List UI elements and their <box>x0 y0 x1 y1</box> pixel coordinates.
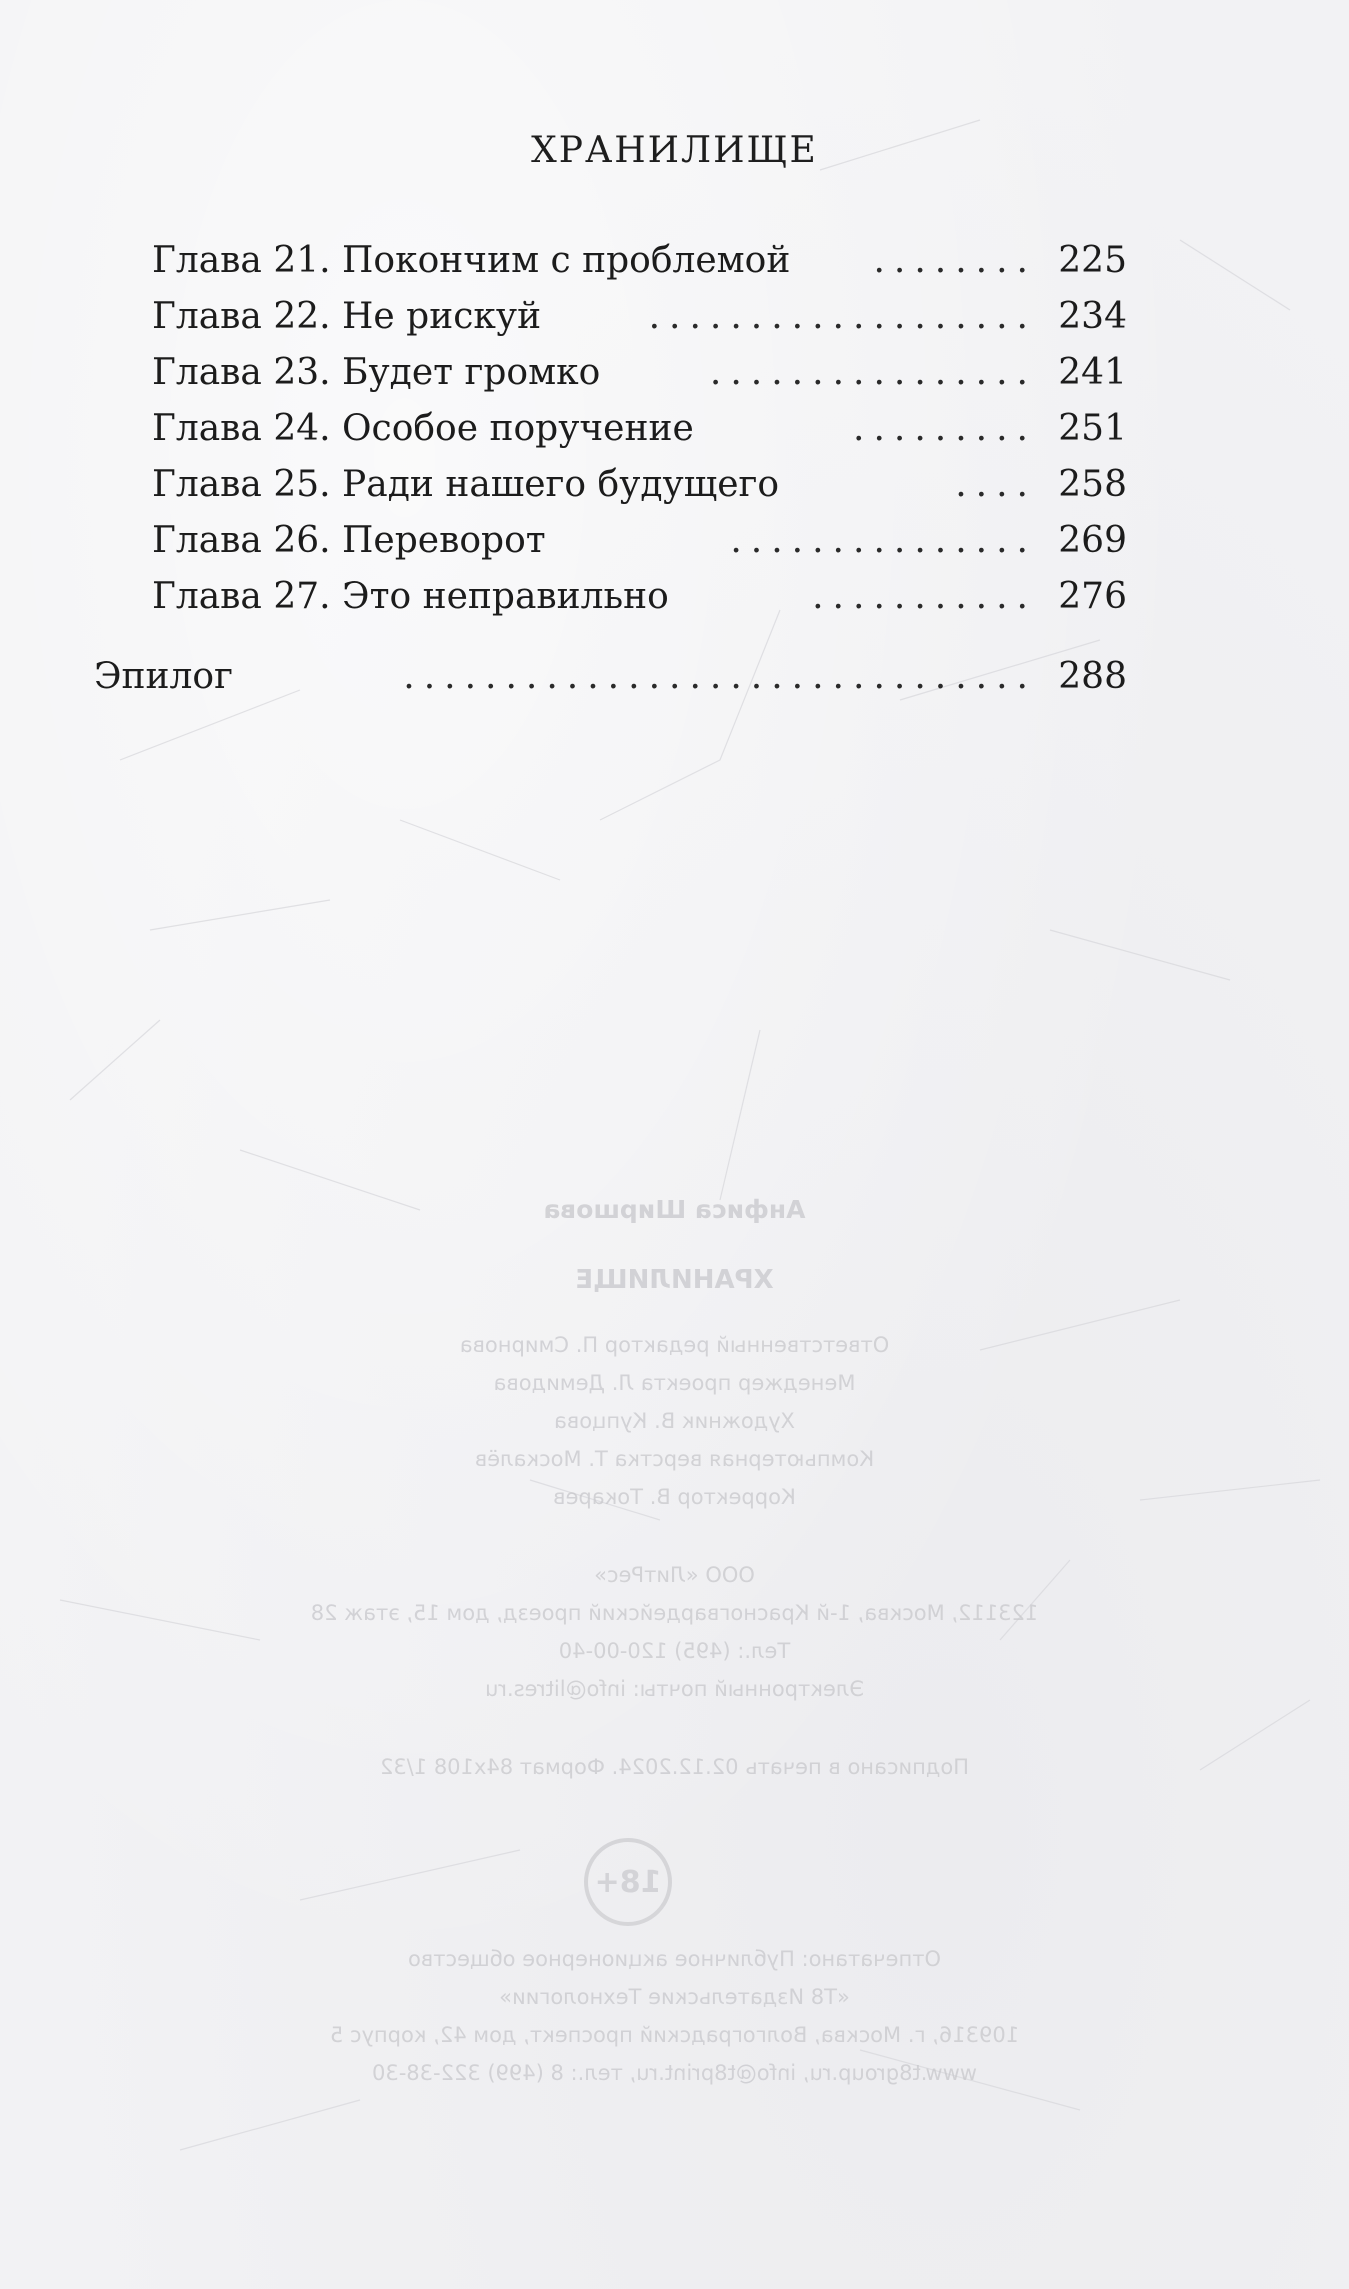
imprint-publisher-line: Тел.: (495) 120-00-40 <box>558 1639 791 1663</box>
toc-entry-page: 251 <box>1058 408 1127 449</box>
page-title: ХРАНИЛИЩЕ <box>531 130 818 171</box>
toc-entry <box>152 408 1127 462</box>
toc-entry-page: 288 <box>1058 656 1127 697</box>
toc-entry-page: 258 <box>1058 464 1127 505</box>
toc-entry <box>152 352 1127 406</box>
toc-entry-label: Глава 22. Не рискуй <box>152 296 542 337</box>
toc-entry-label: Глава 24. Особое поручение <box>152 408 694 449</box>
imprint-publisher-line: 123112, Москва, 1-й Красногвардейский проезд, дом 15, этаж 28 <box>310 1601 1039 1625</box>
imprint-staff-line: Ответственный редактор П. Смирнова <box>459 1333 890 1357</box>
imprint-print-info: Подписано в печать 02.12.2024. Формат 84х108 1/32 <box>380 1755 969 1779</box>
toc-entry-label: Глава 27. Это неправильно <box>152 576 669 617</box>
bleed-through-imprint <box>0 1190 1349 1786</box>
toc-entry <box>152 576 1127 630</box>
toc-entry <box>152 464 1127 518</box>
toc-entry-page: 225 <box>1058 240 1127 281</box>
imprint-staff-line: Компьютерная верстка Т. Москалёв <box>474 1447 875 1471</box>
imprint-author: Анфиса Ширшова <box>543 1195 806 1224</box>
toc-leader-dots: .... <box>955 464 1037 505</box>
age-rating-badge: 18+ <box>584 1838 672 1926</box>
toc-entry-page: 276 <box>1058 576 1127 617</box>
imprint-staff-line: Менеджер проекта Л. Демидова <box>493 1371 856 1395</box>
toc-entry-label: Глава 26. Переворот <box>152 520 546 561</box>
imprint-printer-line: «Т8 Издательские Технологии» <box>499 1985 850 2009</box>
toc-leader-dots: ................... <box>648 296 1037 337</box>
imprint-staff <box>0 1326 1349 1516</box>
toc-entry-page: 241 <box>1058 352 1127 393</box>
toc-entry-label: Глава 25. Ради нашего будущего <box>152 464 780 505</box>
toc-entry <box>152 520 1127 574</box>
toc-leader-dots: ............... <box>730 520 1037 561</box>
toc-entry-label: Глава 23. Будет громко <box>152 352 601 393</box>
imprint-staff-line: Художник В. Купцова <box>553 1409 796 1433</box>
toc-entry-label: Глава 21. Покончим с проблемой <box>152 240 791 281</box>
toc-leader-dots: ................ <box>709 352 1037 393</box>
imprint-book-title: ХРАНИЛИЩЕ <box>575 1265 774 1295</box>
toc-entry-label: Эпилог <box>94 656 233 697</box>
imprint-printer-line: www.t8group.ru, info@t8print.ru, тел.: 8 (499) 322-38-30 <box>372 2061 977 2085</box>
bleed-through-printer <box>0 1940 1349 2092</box>
toc-leader-dots: ........... <box>812 576 1037 617</box>
toc-entry <box>152 296 1127 350</box>
toc-leader-dots: ............................... <box>403 656 1037 697</box>
imprint-publisher <box>0 1556 1349 1708</box>
toc-entry-page: 269 <box>1058 520 1127 561</box>
imprint-printer-line: Отпечатано: Публичное акционерное общество <box>408 1947 941 1971</box>
imprint-printer-line: 109316, г. Москва, Волгоградский проспект, дом 42, корпус 5 <box>329 2023 1020 2047</box>
toc-entry-page: 234 <box>1058 296 1127 337</box>
imprint-publisher-line: ООО «ЛитРес» <box>594 1563 755 1587</box>
toc-leader-dots: ......... <box>853 408 1037 449</box>
imprint-staff-line: Корректор В. Токарев <box>553 1485 796 1509</box>
imprint-publisher-line: Электронный почты: info@litres.ru <box>485 1677 864 1701</box>
toc-entry-epilogue <box>94 656 1127 710</box>
toc-leader-dots: ........ <box>873 240 1037 281</box>
toc-entry <box>152 240 1127 294</box>
